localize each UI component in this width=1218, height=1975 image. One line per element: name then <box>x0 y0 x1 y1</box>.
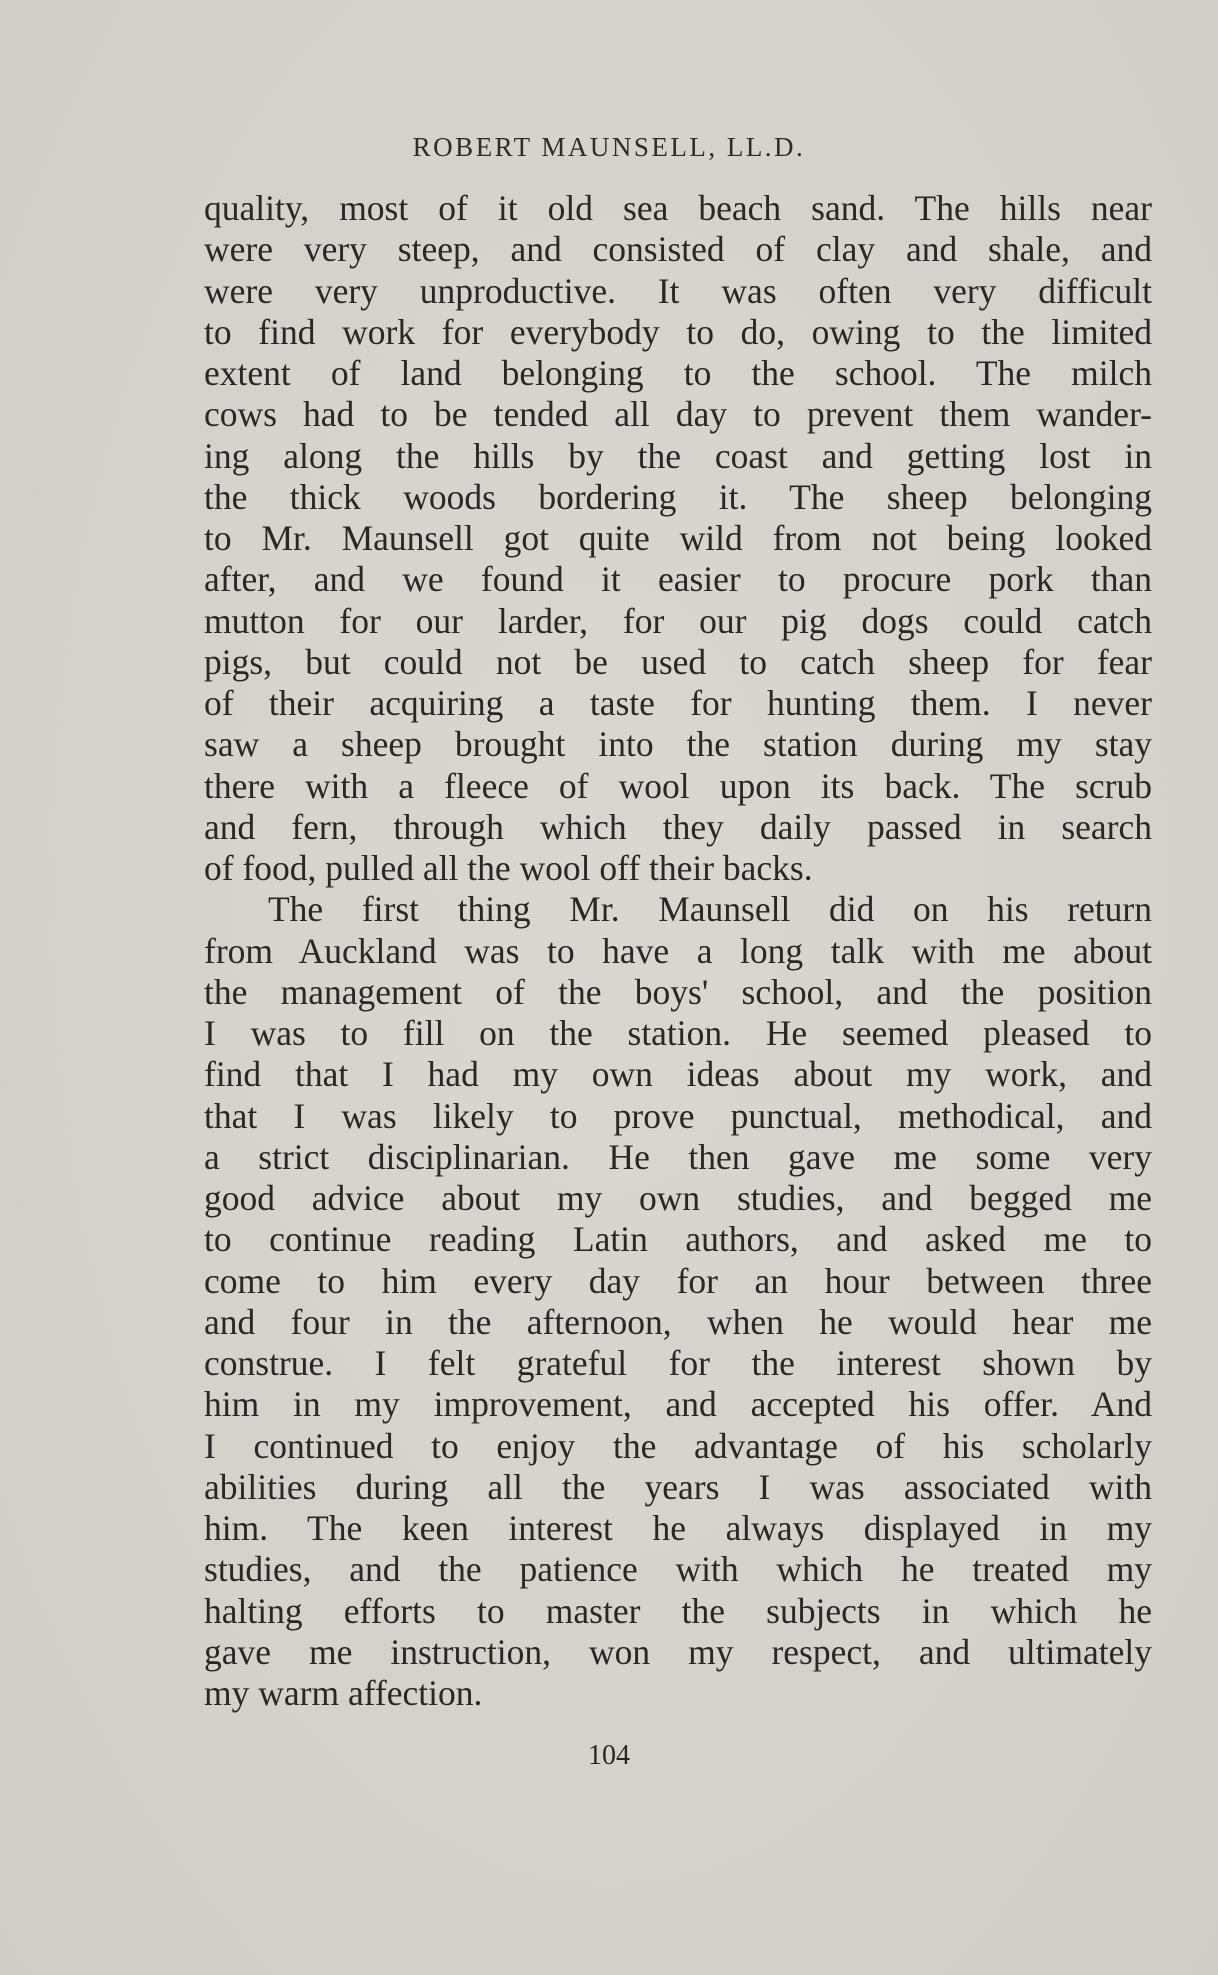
text-line: studies, and the patience with which he treated my <box>204 1549 1152 1590</box>
text-line: the management of the boys' school, and the position <box>204 971 1152 1012</box>
text-line: gave me instruction, won my respect, and ultimately <box>204 1631 1152 1672</box>
text-line: after, and we found it easier to procure pork than <box>204 559 1152 600</box>
text-line: extent of land belonging to the school. The milch <box>204 353 1152 393</box>
text-line: and four in the afternoon, when he would hear me <box>204 1301 1152 1342</box>
text-line: quality, most of it old sea beach sand. The hills near <box>204 188 1152 228</box>
text-line: of their acquiring a taste for hunting them. I never <box>204 683 1152 723</box>
text-line: were very steep, and consisted of clay and shale, and <box>204 229 1152 270</box>
text-line: him in my improvement, and accepted his offer. And <box>204 1384 1152 1425</box>
running-head: ROBERT MAUNSELL, LL.D. <box>412 132 806 162</box>
text-line: the thick woods bordering it. The sheep belonging <box>204 476 1152 517</box>
text-line: construe. I felt grateful for the interest shown by <box>204 1343 1152 1383</box>
text-line: I continued to enjoy the advantage of his scholarly <box>204 1425 1152 1466</box>
text-line: come to him every day for an hour between three <box>204 1260 1152 1301</box>
text-line: from Auckland was to have a long talk with me about <box>204 930 1152 971</box>
text-line: my warm affection. <box>204 1673 483 1713</box>
text-line: and fern, through which they daily passed in search <box>204 806 1152 847</box>
text-line: were very unproductive. It was often very difficult <box>204 270 1152 311</box>
text-line: abilities during all the years I was associated with <box>204 1466 1152 1507</box>
text-line: The first thing Mr. Maunsell did on his return <box>268 889 1152 930</box>
text-line: there with a fleece of wool upon its back. The scrub <box>204 765 1152 806</box>
text-line: mutton for our larder, for our pig dogs could catch <box>204 600 1152 641</box>
text-line: to Mr. Maunsell got quite wild from not being looked <box>204 518 1152 558</box>
text-line: a strict disciplinarian. He then gave me some very <box>204 1136 1152 1177</box>
text-line: find that I had my own ideas about my work, and <box>204 1054 1152 1095</box>
text-line: to find work for everybody to do, owing to the limited <box>204 311 1152 352</box>
text-line: to continue reading Latin authors, and asked me to <box>204 1219 1152 1260</box>
text-line: halting efforts to master the subjects in which he <box>204 1590 1152 1631</box>
text-line: ing along the hills by the coast and getting lost in <box>204 435 1152 476</box>
text-line: pigs, but could not be used to catch sheep for fear <box>204 641 1152 682</box>
text-line: of food, pulled all the wool off their backs. <box>204 848 813 888</box>
text-line: that I was likely to prove punctual, methodical, and <box>204 1095 1152 1136</box>
page-number: 104 <box>588 1740 630 1771</box>
text-line: saw a sheep brought into the station during my stay <box>204 724 1152 765</box>
text-line: good advice about my own studies, and begged me <box>204 1178 1152 1218</box>
text-line: I was to fill on the station. He seemed pleased to <box>204 1013 1152 1053</box>
body-text <box>204 188 1152 1714</box>
text-line: cows had to be tended all day to prevent them wander- <box>204 394 1152 435</box>
text-line: him. The keen interest he always displayed in my <box>204 1508 1152 1548</box>
